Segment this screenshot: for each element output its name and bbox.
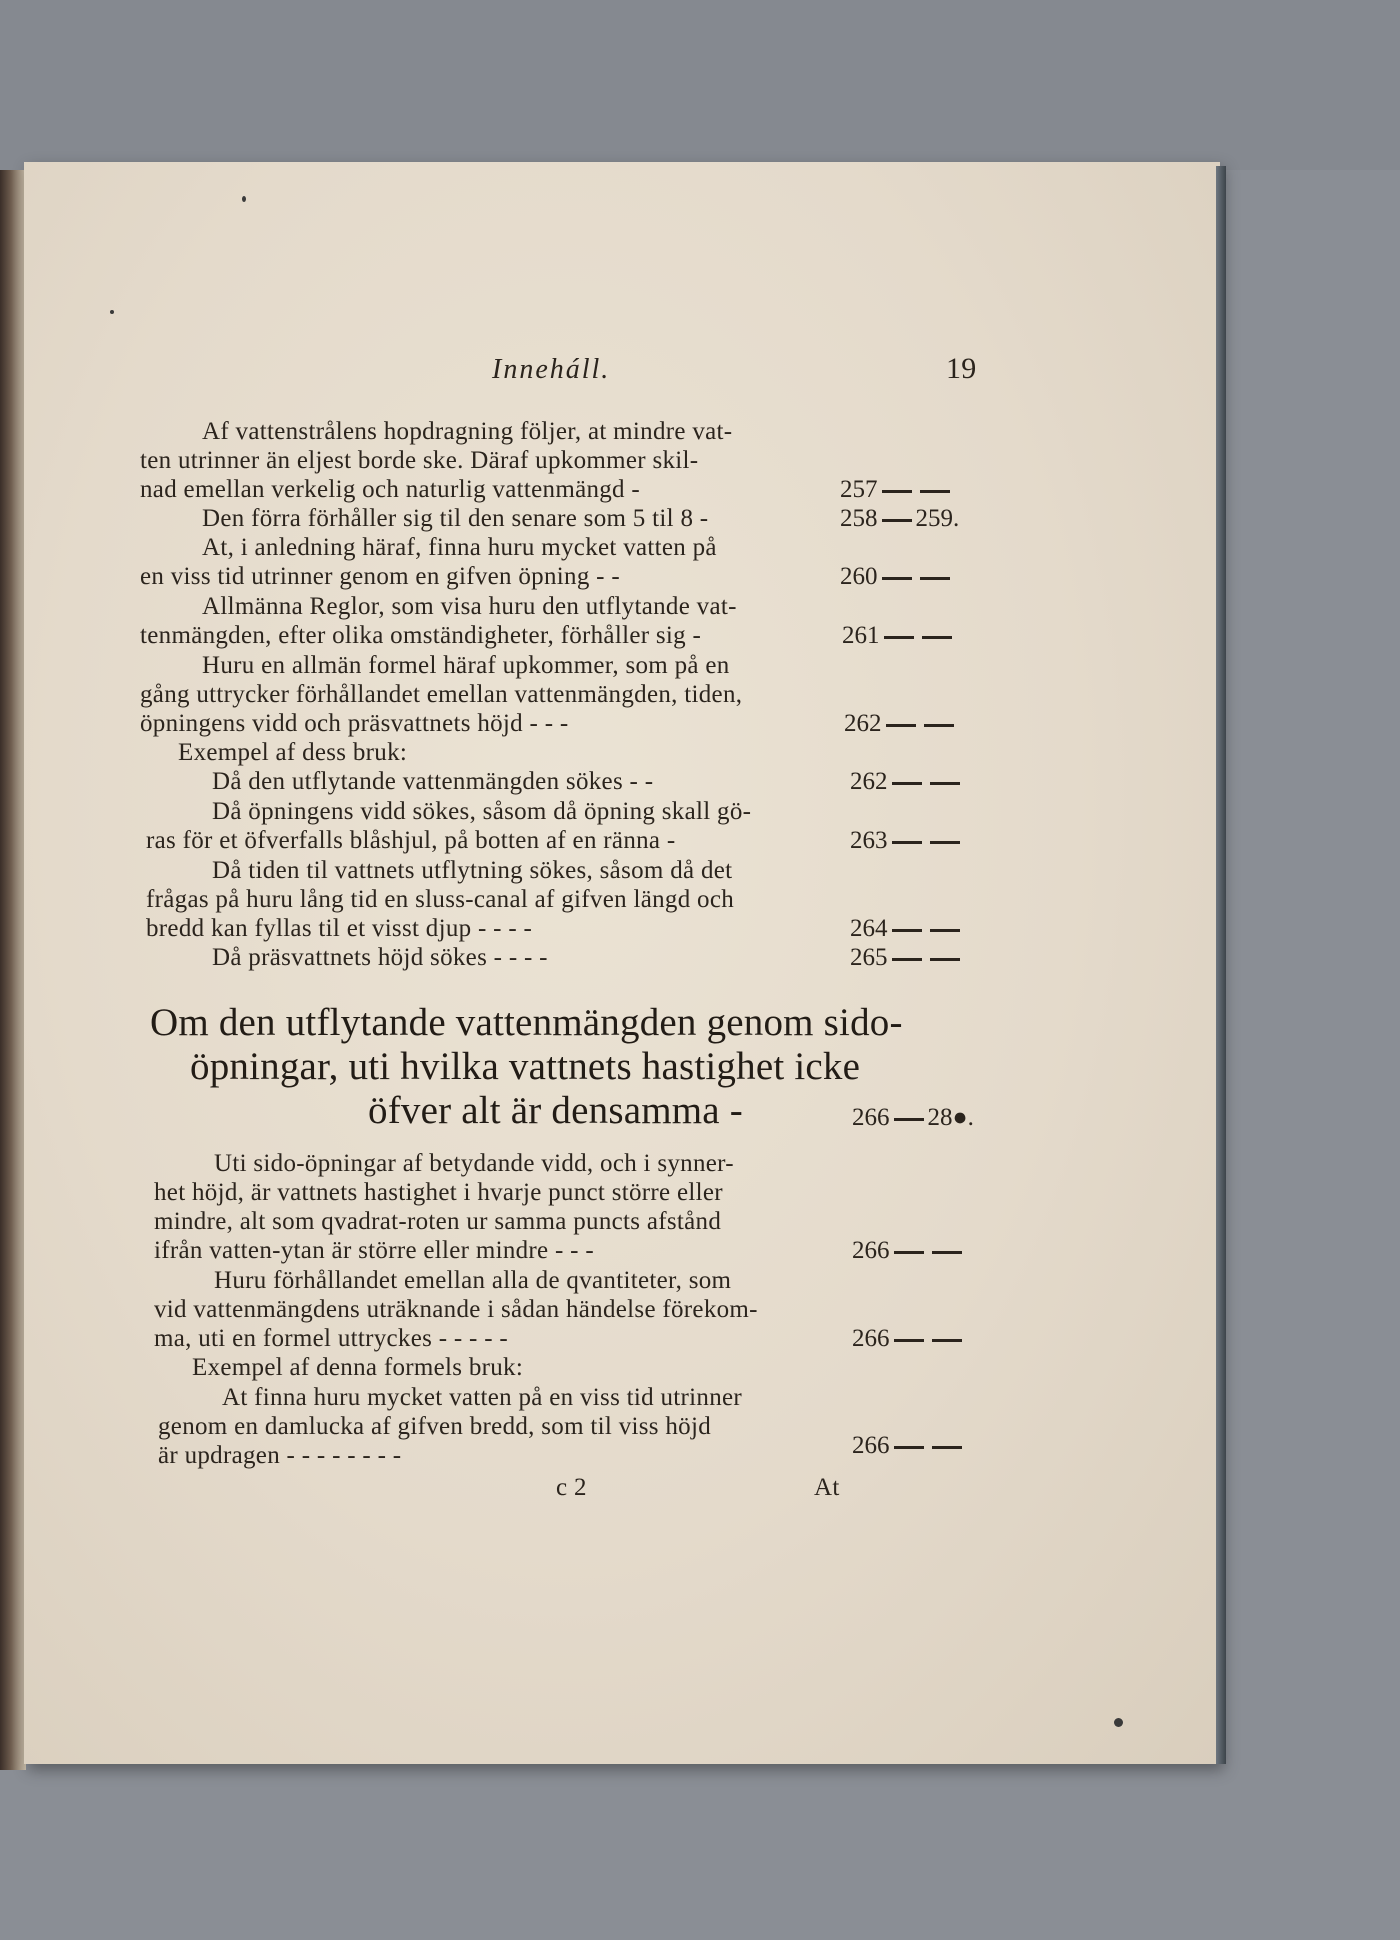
page-ref: 265 [850,944,964,972]
toc-line: Uti sido-öpningar af betydande vidd, och i synner- [214,1150,734,1177]
running-header: Inneháll. [492,354,611,385]
left-page-edge [0,170,26,1770]
toc-line: Allmänna Reglor, som visa huru den utflytande vat- [202,593,737,620]
page-ref: 266 [852,1432,966,1460]
toc-line: mindre, alt som qvadrat-roten ur samma puncts afstånd [154,1208,722,1235]
book-page [24,162,1220,1764]
toc-line: het höjd, är vattnets hastighet i hvarje punct större eller [154,1179,723,1206]
page-ref: 257 [840,476,954,504]
paper-speck [110,310,114,314]
page-ref: 261 [842,622,956,650]
toc-line: Huru en allmän formel häraf upkommer, som på en [202,652,730,679]
toc-line: tenmängden, efter olika omständigheter, förhåller sig - [140,622,702,649]
toc-line: Den förra förhåller sig til den senare som 5 til 8 - [202,505,709,532]
page-ref: 266 [852,1325,966,1353]
toc-line: At, i anledning häraf, finna huru mycket vatten på [202,534,717,561]
toc-line: Exempel af dess bruk: [178,739,408,766]
page-ref: 263 [850,827,964,855]
backdrop [0,0,1400,170]
toc-line: Huru förhållandet emellan alla de qvantiteter, som [214,1267,732,1294]
toc-line: ten utrinner än eljest borde ske. Däraf upkommer skil- [140,447,699,474]
toc-line: öpningens vidd och präsvattnets höjd - - - [140,710,569,737]
paper-speck [1114,1718,1123,1727]
toc-line: är updragen - - - - - - - - [158,1442,402,1469]
section-heading-line: Om den utflytande vattenmängden genom sido- [150,1001,903,1044]
toc-line: Då den utflytande vattenmängden sökes - - [212,768,654,795]
section-page-range: 266 28●. [852,1104,974,1131]
page-ref: 260 [840,563,954,591]
toc-line: nad emellan verkelig och naturlig vattenmängd - [140,476,641,503]
toc-line: At finna huru mycket vatten på en viss tid utrinner [222,1384,743,1411]
toc-line: gång uttrycker förhållandet emellan vattenmängden, tiden, [140,681,743,708]
section-heading-line: öfver alt är densamma - [368,1089,743,1132]
signature-mark: c 2 [556,1474,587,1501]
toc-line: en viss tid utrinner genom en gifven öpning - - [140,563,620,590]
catchword: At [814,1474,840,1501]
toc-line: Då tiden til vattnets utflytning sökes, såsom då det [212,857,733,884]
toc-line: Exempel af denna formels bruk: [192,1354,524,1381]
toc-line: genom en damlucka af gifven bredd, som til viss höjd [158,1413,711,1440]
page-ref-range: 258 259. [840,505,960,532]
toc-line: ma, uti en formel uttryckes - - - - - [154,1325,509,1352]
toc-line: ras för et öfverfalls blåshjul, på botten af en ränna - [146,827,676,854]
page-number: 19 [946,352,977,385]
page-ref: 266 [852,1237,966,1265]
paper-speck [242,196,246,202]
page-ref: 262 [844,710,958,738]
right-cover-edge [1216,166,1226,1764]
toc-line: vid vattenmängdens uträknande i sådan händelse förekom- [154,1296,758,1323]
toc-line: ifrån vatten-ytan är större eller mindre - - - [154,1237,594,1264]
page-ref: 264 [850,915,964,943]
toc-line: bredd kan fyllas til et visst djup - - - - [146,915,533,942]
section-heading-line: öpningar, uti hvilka vattnets hastighet icke [190,1045,861,1088]
toc-line: Då präsvattnets höjd sökes - - - - [212,944,548,971]
toc-line: Af vattenstrålens hopdragning följer, at mindre vat- [202,418,733,445]
page-ref: 262 [850,768,964,796]
toc-line: Då öpningens vidd sökes, såsom då öpning skall gö- [212,798,752,825]
toc-line: frågas på huru lång tid en sluss-canal af gifven längd och [146,886,735,913]
